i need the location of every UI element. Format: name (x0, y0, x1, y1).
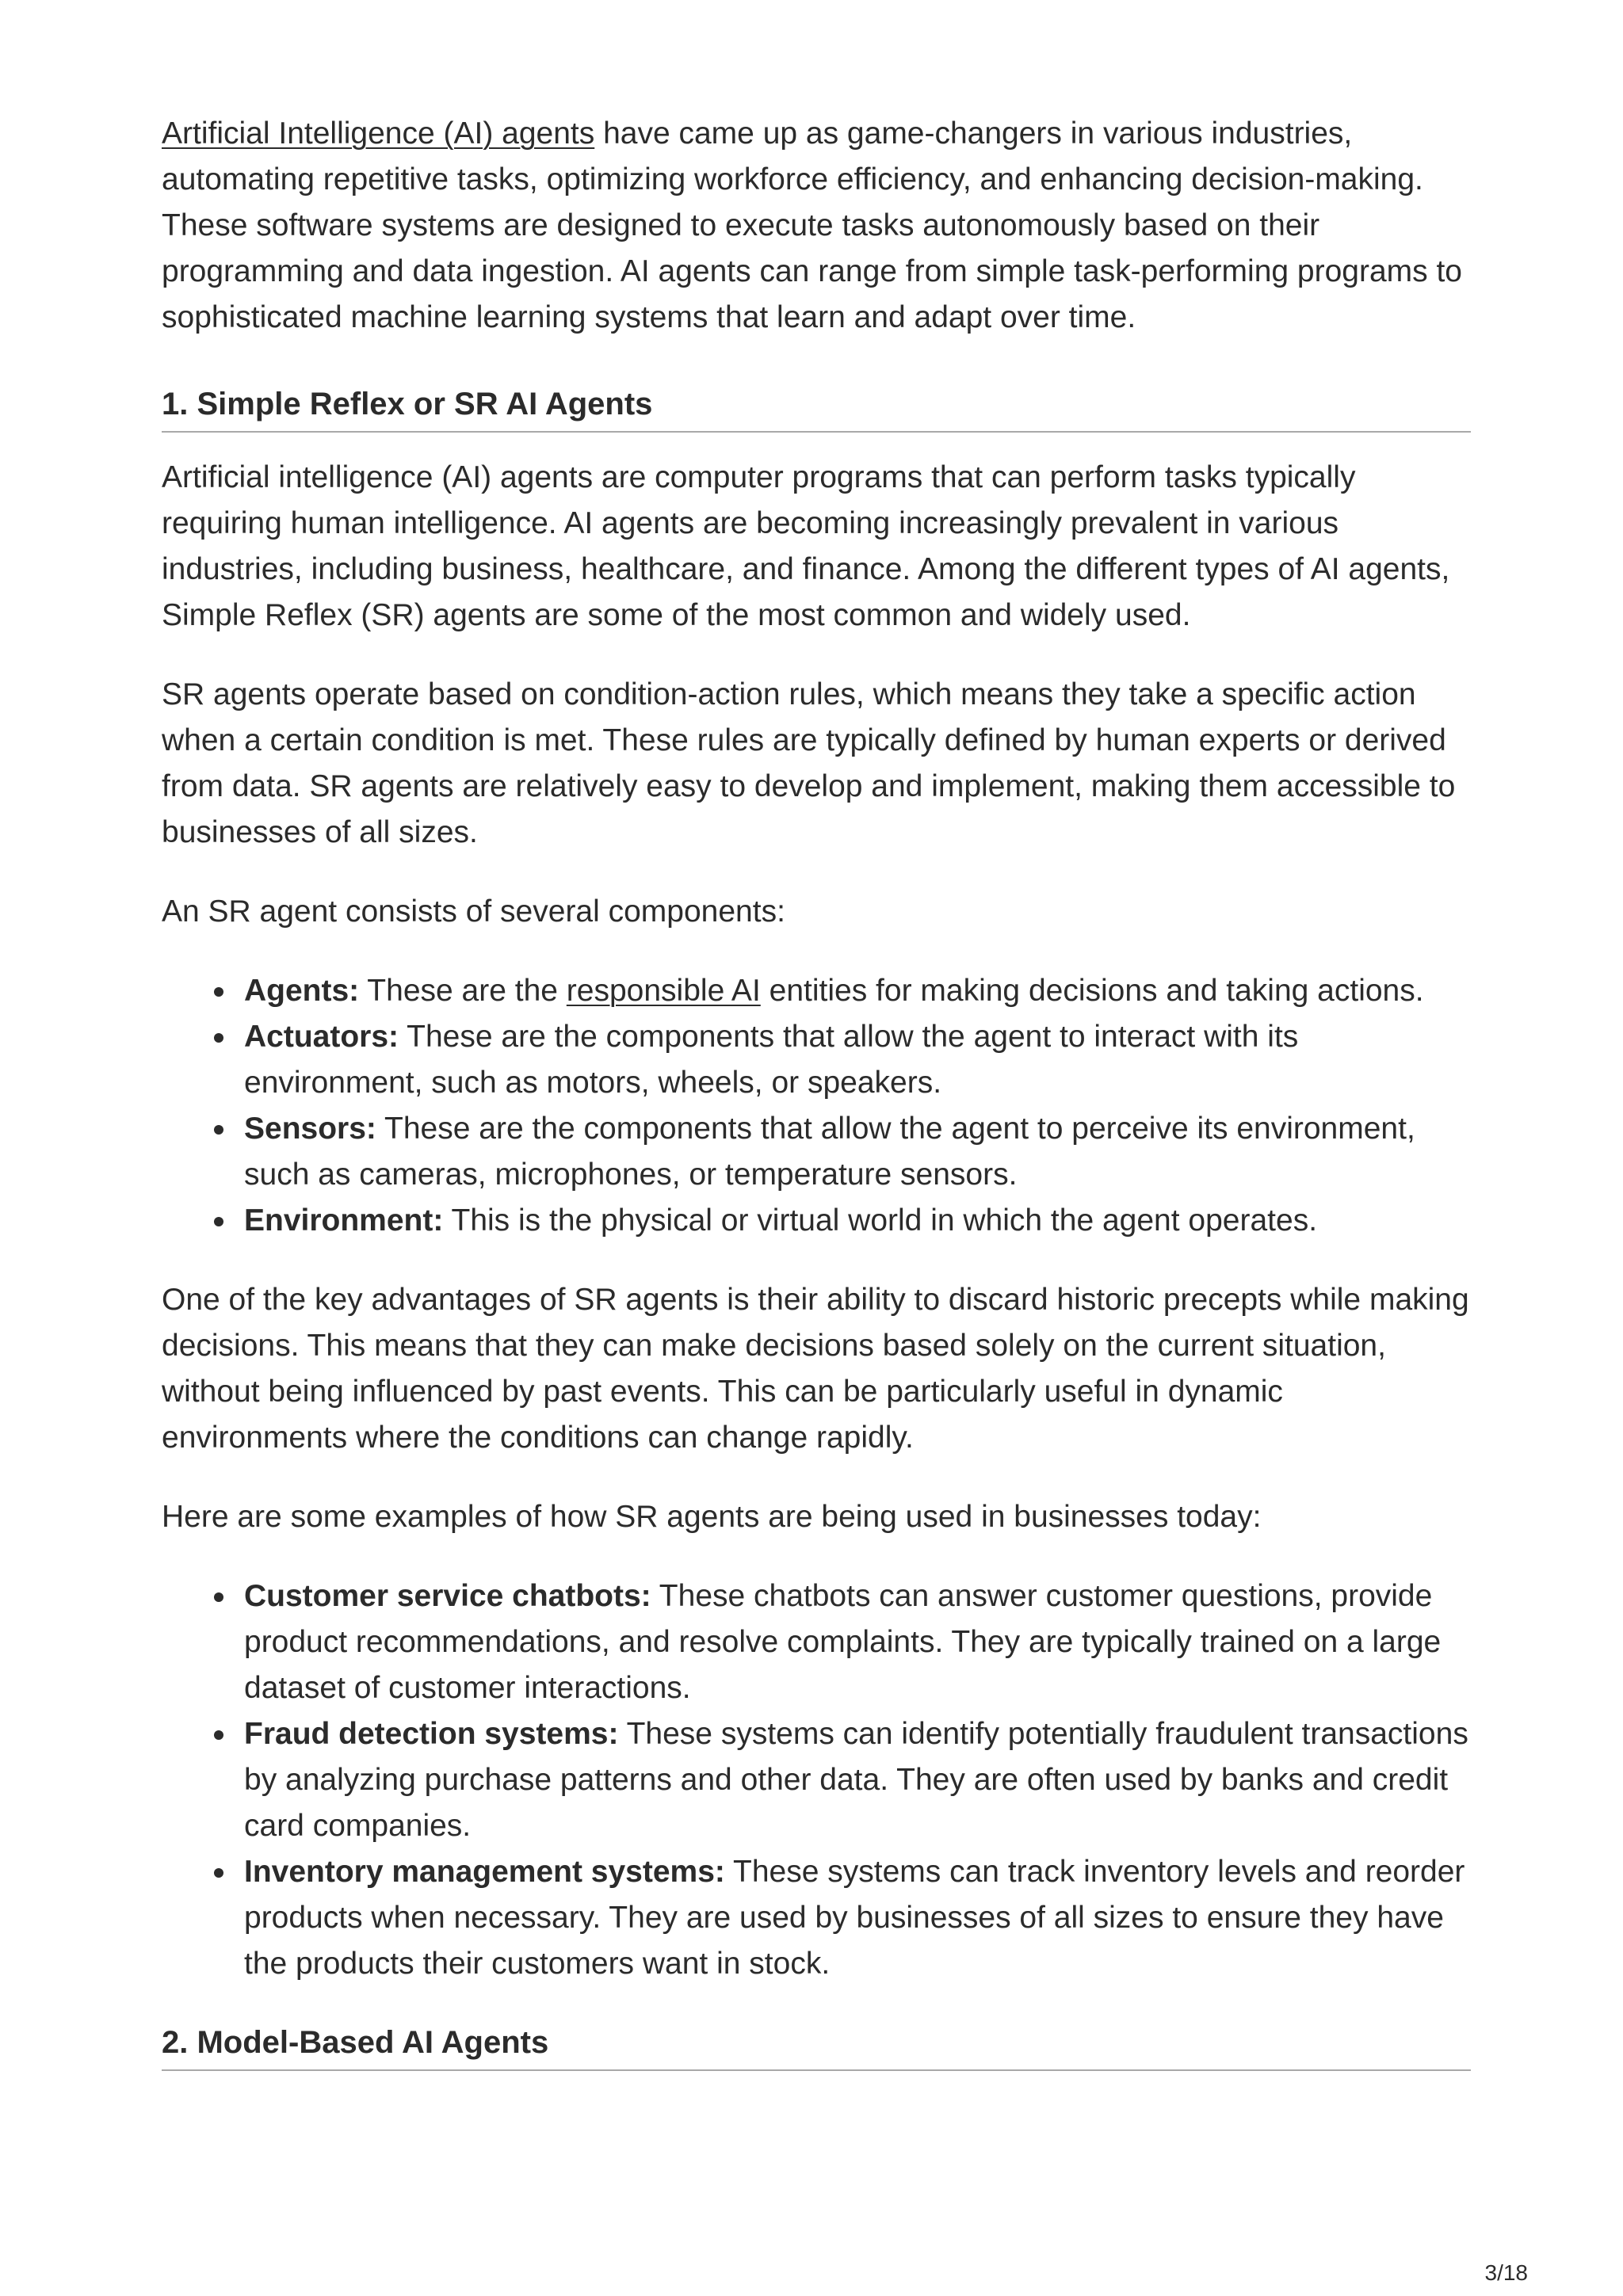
list-item: Environment: This is the physical or virtual world in which the agent operates. (244, 1198, 1471, 1244)
list-item-term: Actuators: (244, 1020, 399, 1054)
section-1-paragraph-5: Here are some examples of how SR agents are being used in businesses today: (162, 1500, 1262, 1534)
list-item: Inventory management systems: These systems can track inventory levels and reorder products when necessary. They are used by businesses of all sizes to ensure they have the products their customers want in stock. (244, 1849, 1471, 1987)
section-1-paragraph-4: One of the key advantages of SR agents is their ability to discard historic precepts while making decisions. This means that they can make decisions based solely on the current situation, without being influenced by past events. This can be particularly useful in dynamic environments where the conditions can change rapidly. (162, 1283, 1469, 1455)
examples-list (162, 1573, 1471, 1987)
section-2-heading: 2. Model-Based AI Agents (162, 2020, 1471, 2071)
components-list (162, 968, 1471, 1244)
intro-text: have came up as game-changers in various industries, automating repetitive tasks, optimizing workforce efficiency, and enhancing decision-making. These software systems are designed to execute tasks autonomously based on their programming and data ingestion. AI agents can range from simple task-performing programs to sophisticated machine learning systems that learn and adapt over time. (162, 116, 1462, 334)
list-item: Actuators: These are the components that allow the agent to interact with its environment, such as motors, wheels, or speakers. (244, 1014, 1471, 1106)
list-item: Sensors: These are the components that allow the agent to perceive its environment, such as cameras, microphones, or temperature sensors. (244, 1106, 1471, 1198)
list-item-term: Fraud detection systems: (244, 1717, 619, 1751)
section-1-paragraph-1: Artificial intelligence (AI) agents are computer programs that can perform tasks typically requiring human intelligence. AI agents are becoming increasingly prevalent in various industries, including business, healthcare, and finance. Among the different types of AI agents, Simple Reflex (SR) agents are some of the most common and widely used. (162, 460, 1450, 632)
list-item-term: Agents: (244, 974, 360, 1008)
responsible-ai-link[interactable]: responsible AI (566, 974, 761, 1008)
list-item-term: Inventory management systems: (244, 1855, 725, 1889)
section-1-paragraph-3: An SR agent consists of several components: (162, 894, 785, 929)
list-item: Fraud detection systems: These systems can identify potentially fraudulent transactions by analyzing purchase patterns and other data. They are often used by banks and credit card companies. (244, 1711, 1471, 1849)
list-item: Customer service chatbots: These chatbots can answer customer questions, provide product recommendations, and resolve complaints. They are typically trained on a large dataset of customer interactions. (244, 1573, 1471, 1711)
ai-agents-link[interactable]: Artificial Intelligence (AI) agents (162, 116, 595, 151)
list-item: Agents: These are the responsible AI entities for making decisions and taking actions. (244, 968, 1471, 1014)
section-1-heading: 1. Simple Reflex or SR AI Agents (162, 382, 1471, 433)
section-1-paragraph-2: SR agents operate based on condition-action rules, which means they take a specific action when a certain condition is met. These rules are typically defined by human experts or derived from data. SR agents are relatively easy to develop and implement, making them accessible to businesses of all sizes. (162, 677, 1456, 849)
list-item-term: Sensors: (244, 1112, 376, 1146)
page-number: 3/18 (1484, 2260, 1528, 2285)
intro-paragraph (162, 111, 1471, 341)
document-page (162, 111, 1471, 2093)
list-item-term: Environment: (244, 1203, 444, 1238)
list-item-term: Customer service chatbots: (244, 1579, 651, 1613)
